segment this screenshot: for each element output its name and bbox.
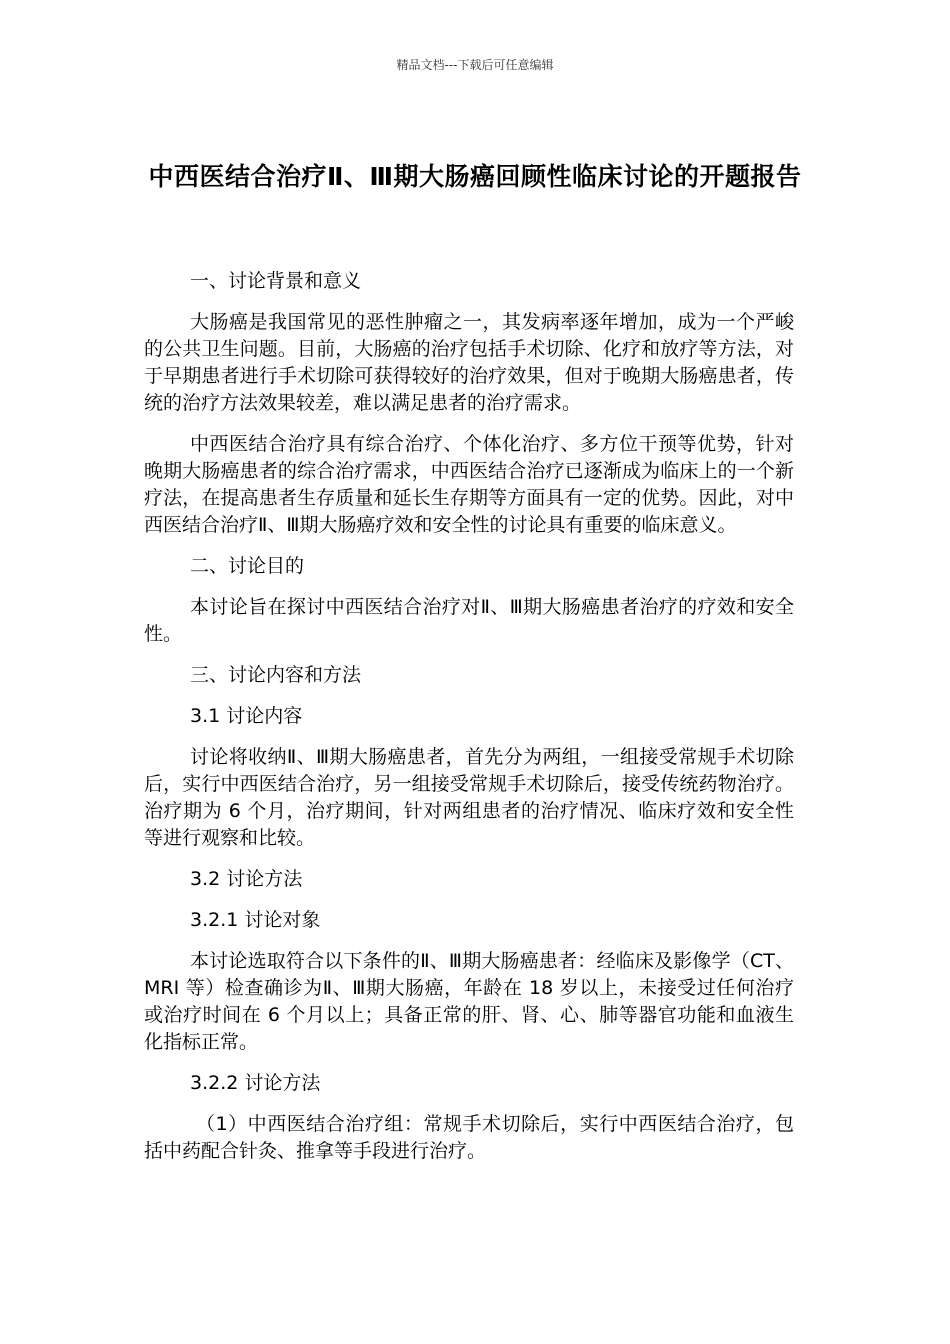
page-header: 精品文档---下载后可任意编辑 xyxy=(396,58,554,72)
section-1-paragraph-2: 中西医结合治疗具有综合治疗、个体化治疗、多方位干预等优势，针对晚期大肠癌患者的综合治疗需求，中西医结合治疗已逐渐成为临床上的一个新疗法，在提高患者生存质量和延长生存期等方面具有一定的优势。因此，对中西医结合治疗Ⅱ、Ⅲ期大肠癌疗效和安全性的讨论具有重要的临床意义。 xyxy=(144,433,794,536)
document-title: 中西医结合治疗Ⅱ、Ⅲ期大肠癌回顾性临床讨论的开题报告 xyxy=(148,161,802,191)
section-3-heading: 三、讨论内容和方法 xyxy=(190,664,362,686)
section-2-heading: 二、讨论目的 xyxy=(190,555,305,577)
section-1-heading: 一、讨论背景和意义 xyxy=(190,270,362,292)
section-3-2-2-heading: 3.2.2 讨论方法 xyxy=(190,1072,321,1094)
section-2-paragraph-1: 本讨论旨在探讨中西医结合治疗对Ⅱ、Ⅲ期大肠癌患者治疗的疗效和安全性。 xyxy=(144,596,794,645)
section-3-1-paragraph-1: 讨论将收纳Ⅱ、Ⅲ期大肠癌患者，首先分为两组，一组接受常规手术切除后，实行中西医结合治疗，另一组接受常规手术切除后，接受传统药物治疗。治疗期为 6 个月，治疗期间，针对两组患者的治疗情况、临床疗效和安全性等进行观察和比较。 xyxy=(144,746,794,849)
section-1-paragraph-1: 大肠癌是我国常见的恶性肿瘤之一，其发病率逐年增加，成为一个严峻的公共卫生问题。目前，大肠癌的治疗包括手术切除、化疗和放疗等方法，对于早期患者进行手术切除可获得较好的治疗效果，但对于晚期大肠癌患者，传统的治疗方法效果较差，难以满足患者的治疗需求。 xyxy=(144,311,794,414)
section-3-2-2-item-1: （1）中西医结合治疗组：常规手术切除后，实行中西医结合治疗，包括中药配合针灸、推拿等手段进行治疗。 xyxy=(144,1113,794,1162)
section-3-2-1-paragraph-1: 本讨论选取符合以下条件的Ⅱ、Ⅲ期大肠癌患者：经临床及影像学（CT、MRI 等）检查确诊为Ⅱ、Ⅲ期大肠癌，年龄在 18 岁以上，未接受过任何治疗或治疗时间在 6 个月以上；具备正常的肝、肾、心、肺等器官功能和血液生化指标正常。 xyxy=(144,950,794,1053)
document-body xyxy=(144,268,794,1179)
section-3-2-1-heading: 3.2.1 讨论对象 xyxy=(190,909,321,931)
section-3-1-heading: 3.1 讨论内容 xyxy=(190,705,303,727)
section-3-2-heading: 3.2 讨论方法 xyxy=(190,868,303,890)
